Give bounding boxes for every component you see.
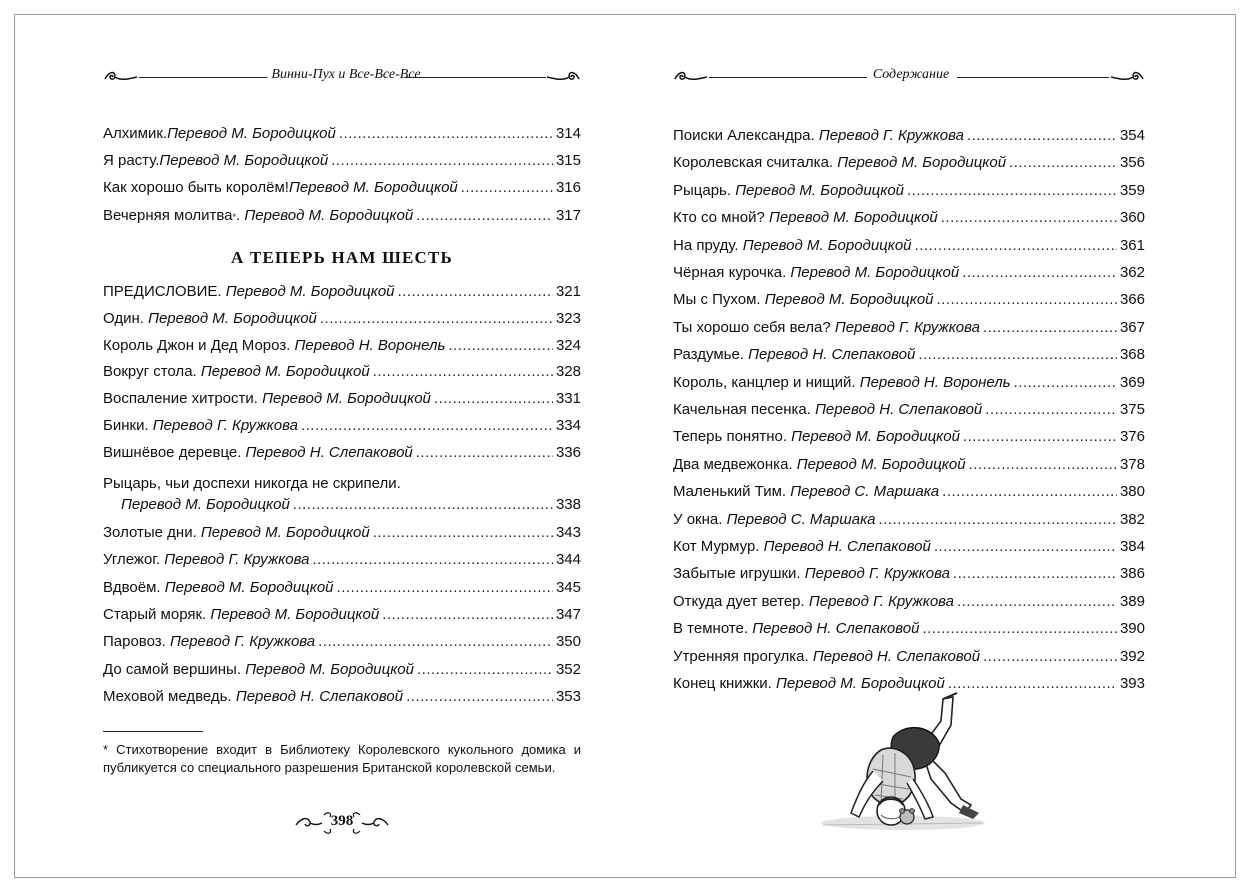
entry-translator: Перевод М. Бородицкой — [790, 264, 960, 281]
leader-dots — [967, 125, 1117, 147]
entry-translator: Перевод Н. Воронель — [859, 374, 1011, 391]
leader-dots — [293, 494, 553, 516]
leader-dots — [382, 604, 553, 626]
entry-translator: Перевод М. Бородицкой — [262, 390, 431, 407]
entry-translator: Перевод М. Бородицкой — [159, 152, 329, 169]
toc-entry — [673, 235, 1145, 257]
entry-page-number: 350 — [555, 633, 581, 650]
entry-title: Золотые дни. — [103, 524, 201, 541]
entry-page-number: 338 — [555, 496, 581, 513]
entry-translator: Перевод Н. Слепаковой — [245, 444, 413, 461]
entry-page-number: 360 — [1119, 209, 1145, 226]
entry-title: Я расту. — [103, 152, 160, 169]
entry-translator: Перевод Г. Кружкова — [808, 593, 955, 610]
entry-translator: Перевод М. Бородицкой — [210, 606, 380, 623]
entry-title: Рыцарь. — [673, 182, 736, 199]
leader-dots — [448, 335, 553, 357]
entry-translator: Перевод М. Бородицкой — [768, 209, 938, 226]
toc-entry — [103, 308, 581, 330]
toc-entry — [673, 125, 1145, 147]
entry-translator: Перевод М. Бородицкой — [735, 182, 905, 199]
toc-entry — [103, 659, 581, 681]
entry-translator: Перевод М. Бородицкой — [148, 310, 317, 327]
footnote: * Стихотворение входит в Библиотеку Королевского кукольного домика и публикуется со специального разрешения Британской королевской семьи. — [103, 742, 581, 775]
folio — [294, 809, 390, 837]
toc-entry — [103, 177, 581, 199]
entry-translator: Перевод Н. Воронель — [294, 337, 446, 354]
entry-page-number: 356 — [1119, 154, 1145, 171]
entry-translator: Перевод М. Бородицкой — [742, 237, 912, 254]
entry-title: До самой вершины. — [103, 661, 246, 678]
book-spread — [14, 14, 1236, 878]
leader-dots — [416, 442, 553, 464]
rule-left — [139, 77, 287, 78]
leader-dots — [398, 281, 553, 303]
entry-page-number: 323 — [555, 310, 581, 327]
leader-dots — [937, 289, 1117, 311]
entry-title: Два медвежонка. — [673, 456, 797, 473]
leader-dots — [373, 361, 553, 383]
entry-translator: Перевод М. Бородицкой — [121, 496, 290, 513]
entry-translator: Перевод М. Бородицкой — [200, 524, 370, 541]
leader-dots — [339, 123, 553, 145]
entry-translator: Перевод Г. Кружкова — [818, 127, 964, 144]
leader-dots — [962, 262, 1117, 284]
entry-translator: Перевод М. Бородицкой — [791, 428, 960, 445]
leader-dots — [985, 399, 1117, 421]
leader-dots — [983, 646, 1117, 668]
leader-dots — [922, 618, 1117, 640]
flourish-right-icon — [547, 69, 581, 85]
entry-title: Конец книжки. — [673, 675, 777, 692]
entry-page-number: 324 — [555, 337, 581, 354]
entry-page-number: 390 — [1119, 620, 1145, 637]
entry-page-number: 366 — [1119, 291, 1145, 308]
entry-page-number: 343 — [555, 524, 581, 541]
entry-translator: Перевод М. Бородицкой — [245, 661, 414, 678]
leader-dots — [918, 344, 1117, 366]
leader-dots — [915, 235, 1117, 257]
entry-page-number: 344 — [555, 551, 581, 568]
entry-page-number: 345 — [555, 579, 581, 596]
entry-title: Вишнёвое деревце. — [103, 444, 246, 461]
toc-entry — [103, 361, 581, 383]
entry-page-number: 384 — [1119, 538, 1145, 555]
entry-title: Мы с Пухом. — [673, 291, 765, 308]
entry-page-number: 314 — [555, 125, 581, 142]
entry-title: У окна. — [673, 511, 727, 528]
toc-entry — [673, 262, 1145, 284]
leader-dots — [373, 522, 553, 544]
entry-title: Король Джон и Дед Мороз. — [103, 337, 295, 354]
entry-page-number: 334 — [555, 417, 581, 434]
leader-dots — [320, 308, 553, 330]
entry-translator: Перевод С. Маршака — [726, 511, 876, 528]
entry-title: Теперь понятно. — [673, 428, 792, 445]
entry-title: Маленький Тим. — [673, 483, 791, 500]
leader-dots — [1014, 372, 1117, 394]
toc-entry — [673, 509, 1145, 531]
leader-dots — [907, 180, 1117, 202]
entry-translator: Перевод Г. Кружкова — [170, 633, 316, 650]
entry-translator: Перевод М. Бородицкой — [225, 283, 395, 300]
entry-translator: Перевод М. Бородицкой — [796, 456, 966, 473]
running-head-title: Винни-Пух и Все-Все-Все — [267, 67, 424, 83]
running-head-right — [673, 67, 1145, 87]
entry-page-number: 336 — [555, 444, 581, 461]
entry-translator: Перевод М. Бородицкой — [837, 154, 1007, 171]
toc-entry — [103, 281, 581, 303]
leader-dots — [331, 150, 553, 172]
leader-dots — [969, 454, 1117, 476]
entry-page-number: 362 — [1119, 264, 1145, 281]
entry-translator: Перевод Г. Кружкова — [164, 551, 310, 568]
entry-page-number: 359 — [1119, 182, 1145, 199]
entry-translator: Перевод Н. Слепаковой — [752, 620, 920, 637]
leader-dots — [416, 205, 553, 227]
entry-title: Бинки. — [103, 417, 153, 434]
entry-title: Один. — [103, 310, 149, 327]
entry-translator: Перевод Г. Кружкова — [834, 319, 980, 336]
entry-title: Королевская считалка. — [673, 154, 838, 171]
toc-entry — [673, 207, 1145, 229]
flourish-right-icon — [1111, 69, 1145, 85]
leader-dots — [942, 481, 1117, 503]
entry-page-number: 368 — [1119, 346, 1145, 363]
entry-page-number: 378 — [1119, 456, 1145, 473]
toc-entry — [673, 426, 1145, 448]
toc-entry — [103, 522, 581, 544]
entry-page-number: 347 — [555, 606, 581, 623]
toc-entry — [673, 646, 1145, 668]
entry-title: В темноте. — [673, 620, 753, 637]
entry-title: Чёрная курочка. — [673, 264, 791, 281]
entry-page-number: 328 — [555, 363, 581, 380]
entry-translator: Перевод М. Бородицкой — [164, 579, 334, 596]
entry-translator: Перевод М. Бородицкой — [244, 207, 414, 224]
leader-dots — [337, 577, 553, 599]
toc-entry — [673, 180, 1145, 202]
toc-entry — [673, 618, 1145, 640]
entry-translator: Перевод Н. Слепаковой — [812, 648, 981, 665]
entry-title: Воспаление хитрости. — [103, 390, 263, 407]
entry-title-suffix: . — [236, 207, 245, 224]
entry-translator: Перевод М. Бородицкой — [776, 675, 945, 692]
entry-page-number: 380 — [1119, 483, 1145, 500]
leader-dots — [1009, 152, 1117, 174]
leader-dots — [879, 509, 1117, 531]
entry-translator: Перевод Н. Слепаковой — [235, 688, 404, 705]
entry-translator: Перевод С. Маршака — [790, 483, 940, 500]
toc-entry — [673, 344, 1145, 366]
leader-dots — [957, 591, 1117, 613]
leader-dots — [312, 549, 553, 571]
leader-dots — [461, 177, 553, 199]
entry-title: Вдвоём. — [103, 579, 165, 596]
rule-right — [957, 77, 1109, 78]
page-number: 398 — [330, 813, 354, 829]
entry-translator: Перевод Н. Слепаковой — [763, 538, 931, 555]
leader-dots — [318, 631, 553, 653]
flourish-left-icon — [673, 69, 707, 85]
entry-title: Поиски Александра. — [673, 127, 819, 144]
toc-entry — [103, 686, 581, 708]
toc-entry — [673, 454, 1145, 476]
entry-title: Меховой медведь. — [103, 688, 236, 705]
entry-title: ПРЕДИСЛОВИЕ. — [103, 283, 226, 300]
entry-page-number: 353 — [555, 688, 581, 705]
entry-page-number: 354 — [1119, 127, 1145, 144]
toc-entry — [103, 388, 581, 410]
toc-entry — [673, 536, 1145, 558]
entry-title: Кот Мурмур. — [673, 538, 764, 555]
entry-title: Алхимик. — [103, 125, 168, 142]
entry-page-number: 361 — [1119, 237, 1145, 254]
entry-title: Забытые игрушки. — [673, 565, 805, 582]
entry-title-line1: Рыцарь, чьи доспехи никогда не скрипели. — [103, 475, 401, 492]
entry-translator: Перевод Г. Кружкова — [152, 417, 298, 434]
entry-translator: Перевод М. Бородицкой — [167, 125, 336, 142]
leader-dots — [953, 563, 1117, 585]
toc-entry — [673, 152, 1145, 174]
toc-entry — [103, 442, 581, 464]
toc-entry — [673, 372, 1145, 394]
rule-right — [406, 77, 546, 78]
toc-entry — [103, 577, 581, 599]
leader-dots — [941, 207, 1117, 229]
running-head-left — [103, 67, 581, 87]
toc-entry-two-line — [103, 494, 581, 516]
entry-translator: Перевод М. Бородицкой — [288, 179, 458, 196]
entry-title: Качельная песенка. — [673, 401, 816, 418]
leader-dots — [434, 388, 553, 410]
entry-page-number: 392 — [1119, 648, 1145, 665]
flourish-left-icon — [103, 69, 137, 85]
entry-title: Откуда дует ветер. — [673, 593, 809, 610]
leader-dots — [417, 659, 553, 681]
cartwheel-illustration — [803, 687, 993, 837]
leader-dots — [934, 536, 1117, 558]
toc-entry — [103, 335, 581, 357]
entry-page-number: 376 — [1119, 428, 1145, 445]
toc-entry — [673, 289, 1145, 311]
leader-dots — [406, 686, 553, 708]
entry-title: Ты хорошо себя вела? — [673, 319, 835, 336]
leader-dots — [983, 317, 1117, 339]
entry-title: Вечерняя молитва — [103, 207, 233, 224]
entry-page-number: 375 — [1119, 401, 1145, 418]
entry-title: Вокруг стола. — [103, 363, 201, 380]
footnote-rule — [103, 731, 203, 732]
entry-page-number: 389 — [1119, 593, 1145, 610]
entry-title: Король, канцлер и нищий. — [673, 374, 860, 391]
toc-entry — [103, 549, 581, 571]
entry-page-number: 367 — [1119, 319, 1145, 336]
toc-entry — [673, 399, 1145, 421]
entry-translator: Перевод Н. Слепаковой — [748, 346, 916, 363]
rule-left — [709, 77, 867, 78]
entry-translator: Перевод Г. Кружкова — [804, 565, 950, 582]
running-head-title: Содержание — [869, 67, 953, 83]
leader-dots — [301, 415, 553, 437]
toc-entry: Вечерняя молитва * . Перевод М. Бородицкой ..... 317 — [103, 205, 581, 227]
entry-page-number: 331 — [555, 390, 581, 407]
leader-dots — [963, 426, 1117, 448]
entry-translator: Перевод М. Бородицкой — [200, 363, 370, 380]
entry-title: Раздумье. — [673, 346, 749, 363]
entry-translator: Перевод М. Бородицкой — [764, 291, 934, 308]
entry-page-number: 315 — [555, 152, 581, 169]
toc-entry — [103, 631, 581, 653]
entry-page-number: 393 — [1119, 675, 1145, 692]
entry-page-number: 386 — [1119, 565, 1145, 582]
entry-page-number: 317 — [555, 207, 581, 224]
entry-translator: Перевод Н. Слепаковой — [815, 401, 983, 418]
toc-entry — [673, 591, 1145, 613]
entry-page-number: 321 — [555, 283, 581, 300]
entry-title: Паровоз. — [103, 633, 170, 650]
entry-page-number: 352 — [555, 661, 581, 678]
toc-entry — [103, 123, 581, 145]
entry-title: На пруду. — [673, 237, 743, 254]
toc-entry — [103, 604, 581, 626]
entry-page-number: 382 — [1119, 511, 1145, 528]
entry-title: Утренняя прогулка. — [673, 648, 813, 665]
entry-title: Углежог. — [103, 551, 165, 568]
entry-title: Кто со мной? — [673, 209, 769, 226]
entry-title: Как хорошо быть королём! — [103, 179, 289, 196]
toc-entry — [673, 481, 1145, 503]
toc-entry — [103, 415, 581, 437]
toc-entry — [673, 317, 1145, 339]
section-heading: А ТЕПЕРЬ НАМ ШЕСТЬ — [231, 248, 453, 267]
entry-title: Старый моряк. — [103, 606, 211, 623]
toc-entry — [673, 563, 1145, 585]
toc-entry — [103, 150, 581, 172]
entry-page-number: 316 — [555, 179, 581, 196]
entry-page-number: 369 — [1119, 374, 1145, 391]
